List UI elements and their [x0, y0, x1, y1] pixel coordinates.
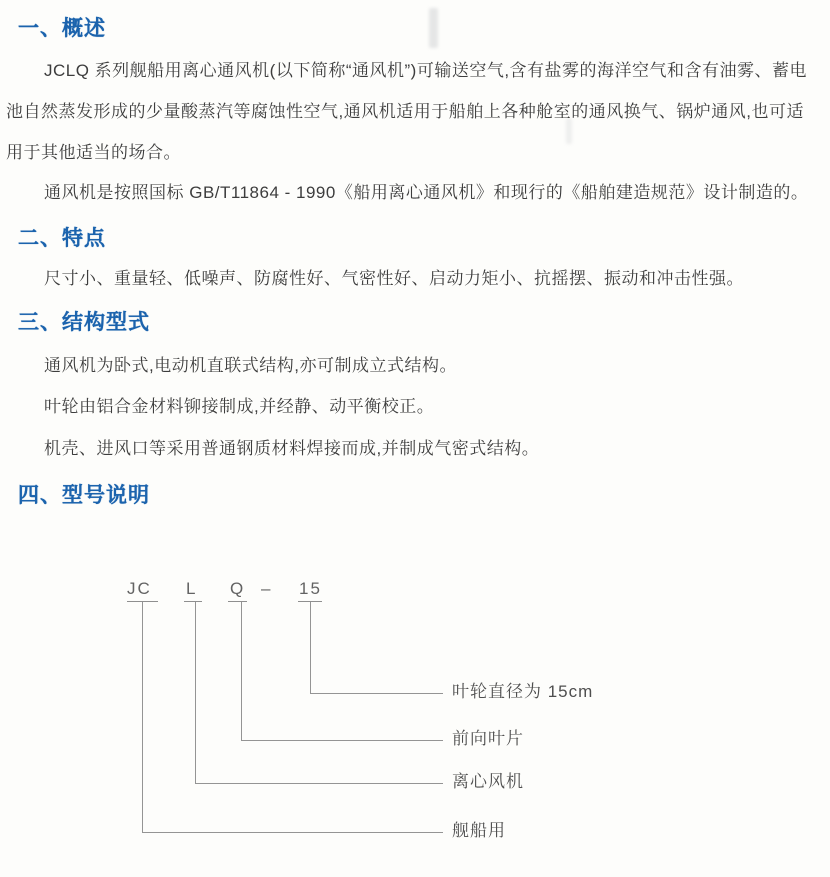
connector-vertical-15	[310, 602, 311, 693]
features-paragraph: 尺寸小、重量轻、低噪声、防腐性好、气密性好、启动力矩小、抗摇摆、振动和冲击性强。	[44, 269, 744, 288]
model-code-q: Q	[230, 579, 246, 598]
model-code-15: 15	[299, 579, 322, 598]
section-heading-structure: 三、结构型式	[18, 311, 150, 334]
model-code-l: L	[186, 579, 198, 598]
underline-q	[228, 601, 247, 602]
connector-vertical-q	[241, 602, 242, 740]
model-code-jc: JC	[127, 579, 152, 598]
label-naval-use: 舰船用	[452, 821, 506, 840]
overview-paragraph-1: JCLQ 系列舰船用离心通风机(以下简称“通风机”)可输送空气,含有盐雾的海洋空气和含有油雾、蓄电池自然蒸发形成的少量酸蒸汽等腐蚀性空气,通风机适用于船舶上各种舱室的通风换气、锅炉通风,也可适用于其他适当的场合。	[6, 61, 808, 162]
section-heading-features: 二、特点	[18, 227, 106, 250]
section-heading-overview: 一、概述	[18, 17, 106, 40]
connector-horizontal-q	[241, 740, 443, 741]
label-impeller-diameter: 叶轮直径为 15cm	[452, 682, 594, 701]
connector-horizontal-15	[310, 693, 443, 694]
connector-vertical-l	[195, 602, 196, 783]
structure-paragraph-3: 机壳、进风口等采用普通钢质材料焊接而成,并制成气密式结构。	[44, 439, 540, 458]
label-forward-blades: 前向叶片	[452, 729, 524, 748]
connector-vertical-jc	[142, 602, 143, 832]
scan-artifact	[429, 8, 438, 48]
structure-paragraph-2: 叶轮由铝合金材料铆接制成,并经静、动平衡校正。	[44, 397, 435, 416]
underline-l	[184, 601, 202, 602]
connector-horizontal-l	[195, 783, 443, 784]
overview-paragraph-2: 通风机是按照国标 GB/T11864 - 1990《船用离心通风机》和现行的《船舶建造规范》设计制造的。	[44, 183, 809, 202]
label-centrifugal-fan: 离心风机	[452, 772, 524, 791]
section-heading-model-designation: 四、型号说明	[18, 484, 150, 507]
model-code-dash: –	[261, 579, 273, 598]
structure-paragraph-1: 通风机为卧式,电动机直联式结构,亦可制成立式结构。	[44, 356, 457, 375]
connector-horizontal-jc	[142, 832, 443, 833]
